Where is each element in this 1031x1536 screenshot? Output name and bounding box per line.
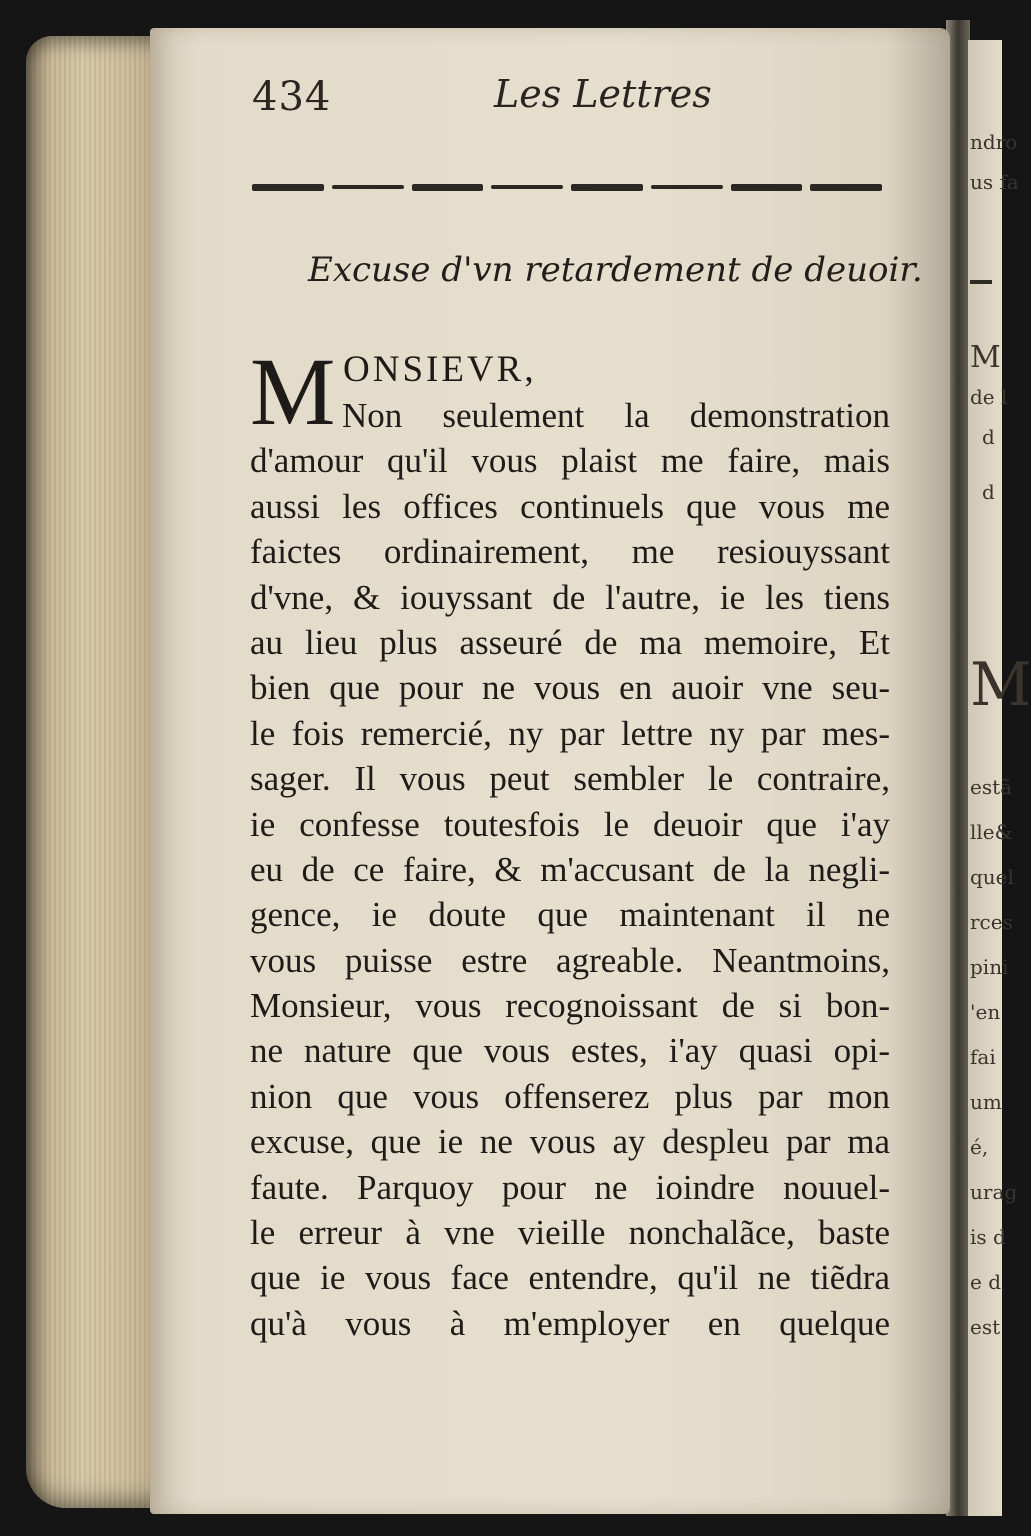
facing-text: é, [970, 1135, 989, 1159]
text-line: excuse, que ie ne vous ay despleu par ma [250, 1122, 890, 1162]
facing-text: 'en [970, 1000, 1001, 1024]
text-line: aussi les offices continuels que vous me [250, 486, 890, 526]
text-line: Non seulement la demonstration [342, 396, 890, 435]
facing-rule [970, 280, 992, 284]
facing-text: fai [970, 1045, 996, 1069]
rule-segment [810, 184, 882, 191]
rule-segment [731, 184, 803, 191]
running-head: Les Lettres [494, 72, 712, 116]
facing-text: quel [970, 865, 1014, 889]
rule-segment [332, 185, 404, 189]
facing-text: e d [970, 1270, 1001, 1294]
text-line: que ie vous face entendre, qu'il ne tiẽdra [250, 1258, 890, 1298]
text-line: d'vne, & iouyssant de l'autre, ie les tiens [250, 577, 890, 617]
text-line: nion que vous offenserez plus par mon [250, 1076, 890, 1116]
text-line: le erreur à vne vieille nonchalãce, baste [250, 1213, 890, 1253]
rule-segment [491, 185, 563, 189]
text-line: faute. Parquoy pour ne ioindre nouuel- [250, 1167, 890, 1207]
salutation: ONSIEVR, [343, 349, 537, 390]
text-line: d'amour qu'il vous plaist me faire, mais [250, 441, 890, 481]
text-line: faictes ordinairement, me resiouyssant [250, 532, 890, 572]
facing-text: ndro [970, 130, 1018, 154]
drop-capital: M [250, 338, 336, 445]
text-line: Monsieur, vous recognoissant de si bon- [250, 986, 890, 1026]
text-line: gence, ie doute que maintenant il ne [250, 895, 890, 935]
facing-page-fragment [968, 40, 1031, 1516]
facing-text: us fa [970, 170, 1019, 194]
facing-text: urag [970, 1180, 1018, 1204]
rule-segment [571, 184, 643, 191]
facing-text: estã [970, 775, 1013, 799]
facing-text: um [970, 1090, 1002, 1114]
letter-body [250, 393, 890, 1346]
facing-text: M [970, 650, 1031, 720]
facing-text: est [970, 1315, 1001, 1339]
facing-text: de l [970, 385, 1008, 409]
rule-segment [412, 184, 484, 191]
text-line: vous puisse estre agreable. Neantmoins, [250, 940, 890, 980]
text-line: ie confesse toutesfois le deuoir que i'ay [250, 804, 890, 844]
facing-text: is d [970, 1225, 1006, 1249]
facing-text: lle& [970, 820, 1013, 844]
text-line: bien que pour ne vous en auoir vne seu- [250, 668, 890, 708]
page-number: 434 [252, 74, 332, 120]
text-line: eu de ce faire, & m'accusant de la negli- [250, 849, 890, 889]
facing-text: d [982, 425, 995, 449]
facing-text: d [982, 480, 995, 504]
text-line: sager. Il vous peut sembler le contraire, [250, 759, 890, 799]
text-line: au lieu plus asseuré de ma memoire, Et [250, 622, 890, 662]
text-line: qu'à vous à m'employer en quelque [250, 1303, 890, 1343]
text-line: le fois remercié, ny par lettre ny par mes- [250, 713, 890, 753]
book-fore-edge [26, 36, 166, 1508]
facing-text: rces [970, 910, 1013, 934]
facing-text: M [970, 340, 1001, 375]
letter-title: Excuse d'vn retardement de deuoir. [308, 250, 923, 290]
text-line: ne nature que vous estes, i'ay quasi opi- [250, 1031, 890, 1071]
facing-text: pini [970, 955, 1009, 979]
rule-segment [252, 184, 324, 191]
header-ornament-rule [252, 182, 882, 194]
rule-segment [651, 185, 723, 189]
